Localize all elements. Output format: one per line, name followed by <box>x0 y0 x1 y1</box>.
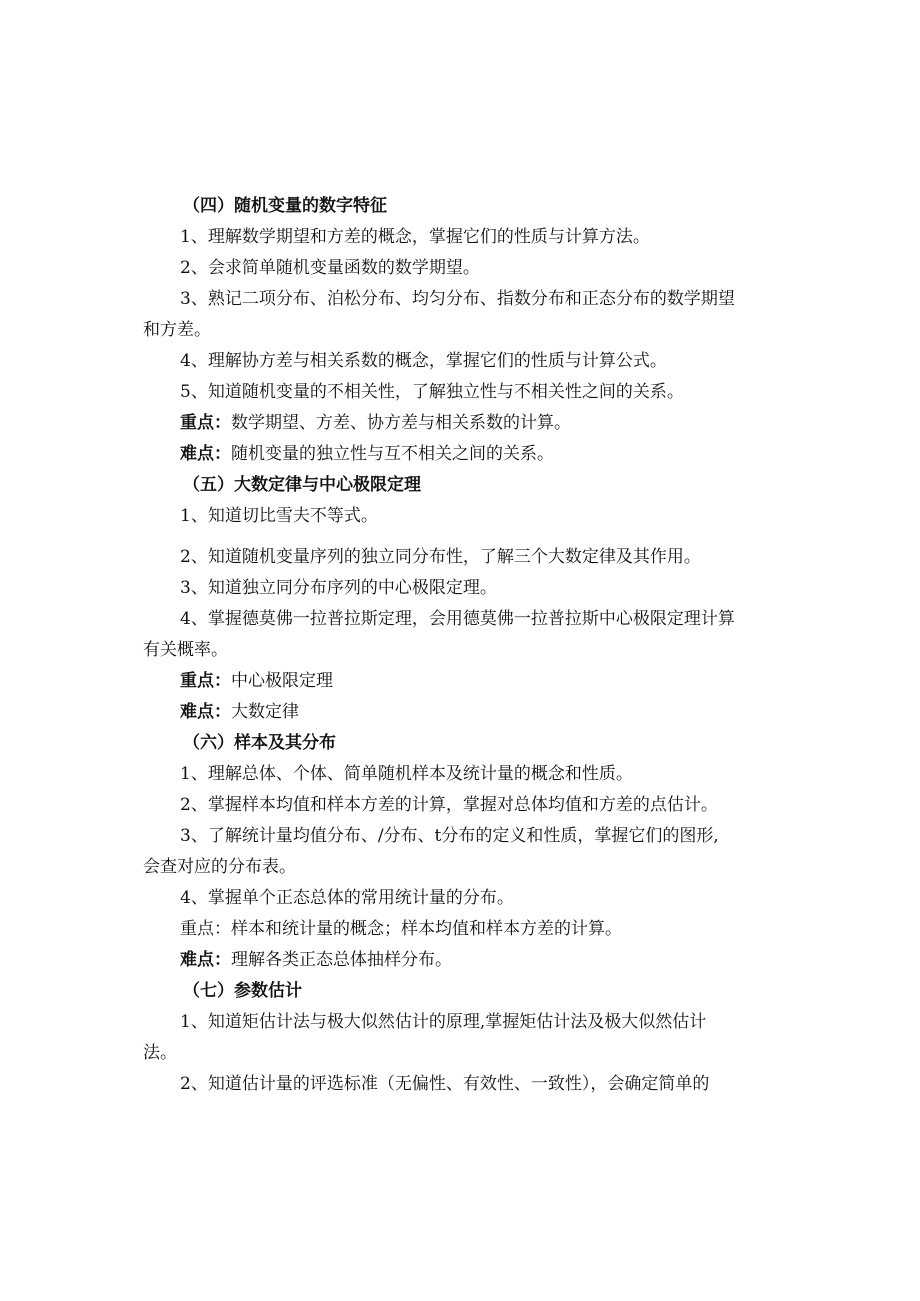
list-item: 4、掌握单个正态总体的常用统计量的分布。 <box>180 888 514 908</box>
difficulty-text: 大数定律 <box>231 702 299 722</box>
list-item: 1、知道矩估计法与极大似然估计的原理,掌握矩估计法及极大似然估计 <box>180 1012 707 1032</box>
list-item: 3、了解统计量均值分布、/分布、t分布的定义和性质，掌握它们的图形, <box>180 826 719 846</box>
list-item: 1、知道切比雪夫不等式。 <box>180 506 378 526</box>
key-point <box>143 408 790 439</box>
difficulty-point <box>143 697 790 728</box>
section-heading: （七）参数估计 <box>183 981 302 1001</box>
list-item: 1、理解总体、个体、简单随机样本及统计量的概念和性质。 <box>180 764 633 784</box>
list-item: 3、熟记二项分布、泊松分布、均匀分布、指数分布和正态分布的数学期望 <box>180 289 735 309</box>
key-point: 重点：样本和统计量的概念；样本均值和样本方差的计算。 <box>180 919 622 939</box>
difficulty-label: 难点： <box>180 444 231 464</box>
list-item-continuation: 会查对应的分布表。 <box>143 857 296 877</box>
list-item-continuation: 法。 <box>143 1043 177 1063</box>
list-item-continuation: 有关概率。 <box>143 640 228 660</box>
key-point-text: 数学期望、方差、协方差与相关系数的计算。 <box>231 413 571 433</box>
list-item: 2、知道随机变量序列的独立同分布性，了解三个大数定律及其作用。 <box>180 547 701 567</box>
list-item: 2、掌握样本均值和样本方差的计算，掌握对总体均值和方差的点估计。 <box>180 795 718 815</box>
key-point <box>143 666 790 697</box>
list-item: 1、理解数学期望和方差的概念，掌握它们的性质与计算方法。 <box>180 227 650 247</box>
difficulty-text: 理解各类正态总体抽样分布。 <box>231 950 452 970</box>
section-heading: （五）大数定律与中心极限定理 <box>183 475 421 495</box>
list-item: 5、知道随机变量的不相关性，了解独立性与不相关性之间的关系。 <box>180 382 684 402</box>
difficulty-point <box>143 945 790 976</box>
difficulty-label: 难点： <box>180 950 231 970</box>
difficulty-point <box>143 439 790 470</box>
list-item: 2、知道估计量的评选标准（无偏性、有效性、一致性），会确定简单的 <box>180 1074 710 1094</box>
list-item: 2、会求简单随机变量函数的数学期望。 <box>180 258 480 278</box>
key-point-label: 重点： <box>180 671 231 691</box>
list-item: 3、知道独立同分布序列的中心极限定理。 <box>180 578 497 598</box>
difficulty-label: 难点： <box>180 702 231 722</box>
key-point-text: 中心极限定理 <box>231 671 333 691</box>
list-item: 4、掌握德莫佛一拉普拉斯定理，会用德莫佛一拉普拉斯中心极限定理计算 <box>180 609 735 629</box>
section-heading: （四）随机变量的数字特征 <box>183 196 387 216</box>
key-point-label: 重点： <box>180 413 231 433</box>
list-item-continuation: 和方差。 <box>143 320 211 340</box>
section-heading: （六）样本及其分布 <box>183 733 336 753</box>
difficulty-text: 随机变量的独立性与互不相关之间的关系。 <box>231 444 554 464</box>
list-item: 4、理解协方差与相关系数的概念，掌握它们的性质与计算公式。 <box>180 351 667 371</box>
